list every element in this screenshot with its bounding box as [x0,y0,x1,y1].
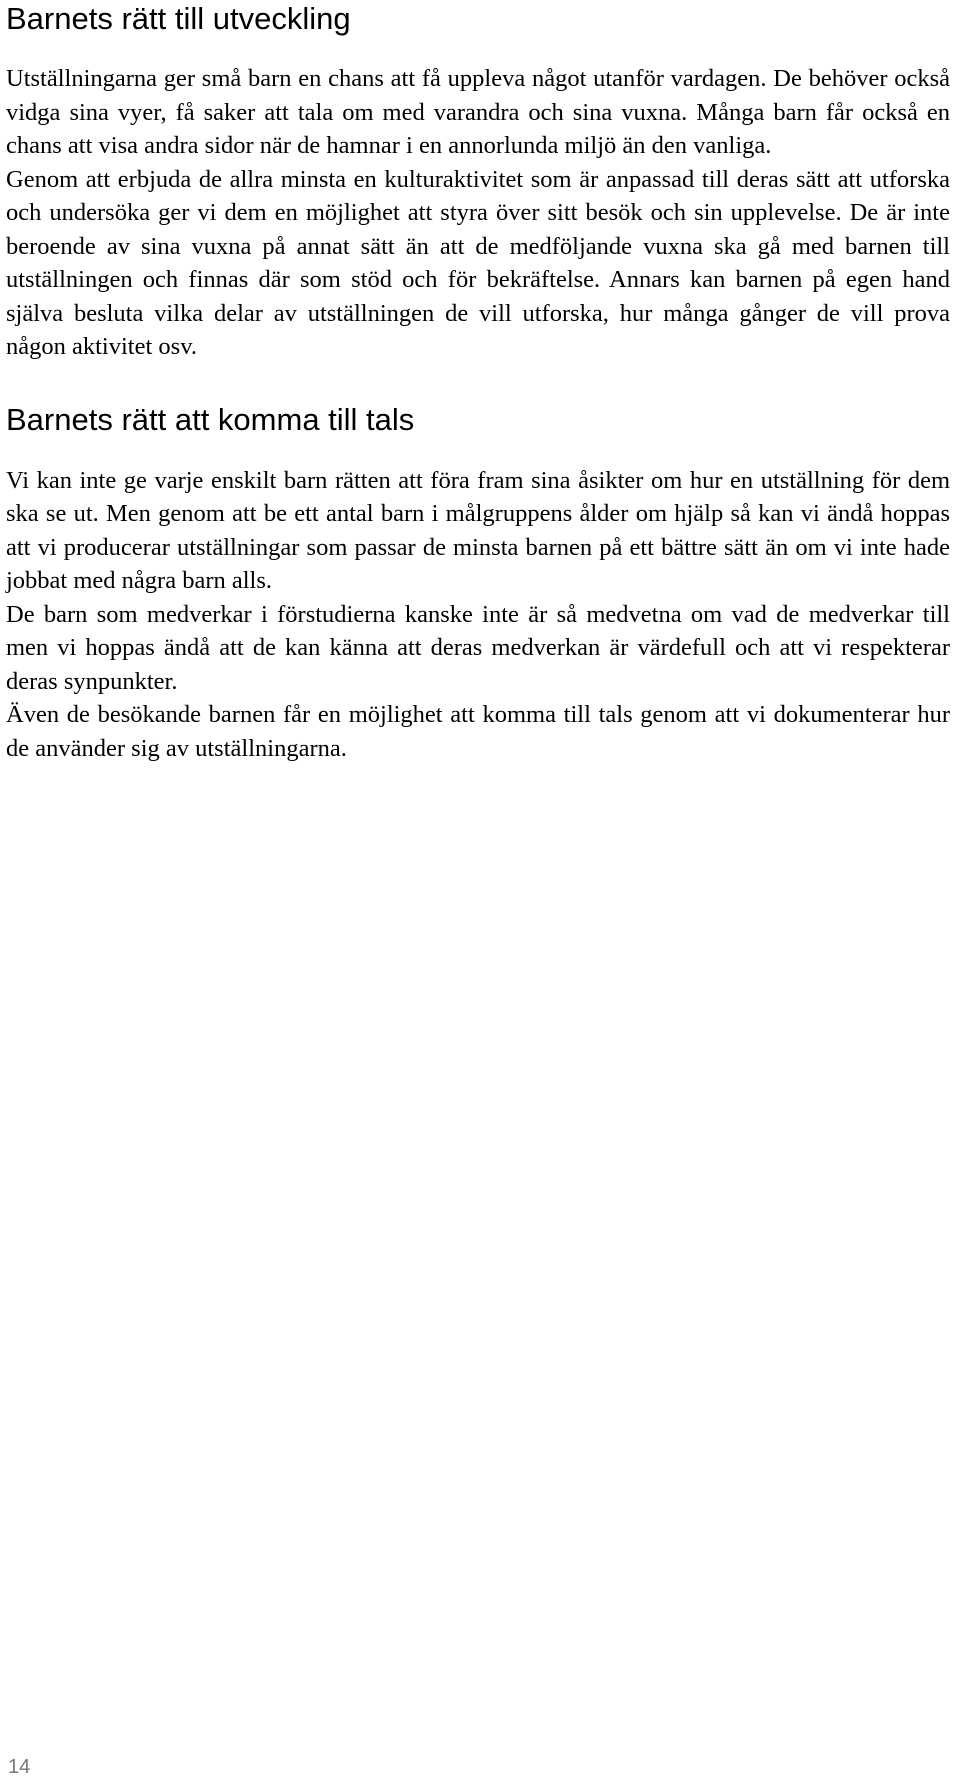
paragraph-voice-visitors: Även de besökande barnen får en möjlighet att komma till tals genom att vi dokumenterar hur de använder sig av utställningarna. [6,701,950,762]
document-page [6,0,950,765]
page-number: 14 [8,1756,31,1778]
paragraph-development-intro: Utställningarna ger små barn en chans att få uppleva något utanför vardagen. De behöver också vidga sina vyer, få saker att tala om med varandra och sina vuxna. Många barn får också en chans att visa andra sidor när de hamnar i en annorlunda miljö än den vanliga. [6,65,950,159]
paragraph-voice-intro: Vi kan inte ge varje enskilt barn rätten att föra fram sina åsikter om hur en utställning för dem ska se ut. Men genom att be ett antal barn i målgruppens ålder om hjälp så kan vi ändå hoppas att vi producerar utställningar som passar de minsta barnen på ett bättre sätt än om vi inte hade jobbat med några barn alls. [6,466,950,594]
section-heading-voice: Barnets rätt att komma till tals [6,401,415,437]
section-heading-development: Barnets rätt till utveckling [6,1,351,36]
paragraph-voice-prestudy: De barn som medverkar i förstudierna kanske inte är så medvetna om vad de medverkar till men vi hoppas ändå att de kan känna att deras medverkan är värdefull och att vi respekterar deras synpunkter. [6,600,950,695]
paragraph-development-activity: Genom att erbjuda de allra minsta en kulturaktivitet som är anpassad till deras sätt att utforska och undersöka ger vi dem en möjlighet att styra över sitt besök och sin upplevelse. De är inte beroende av sina vuxna på annat sätt än att de medföljande vuxna ska gå med barnen till utställningen och finnas där som stöd och för bekräftelse. Annars kan barnen på egen hand själva besluta vilka delar av utställningen de vill utforska, hur många gånger de vill prova någon aktivitet osv. [6,165,950,360]
